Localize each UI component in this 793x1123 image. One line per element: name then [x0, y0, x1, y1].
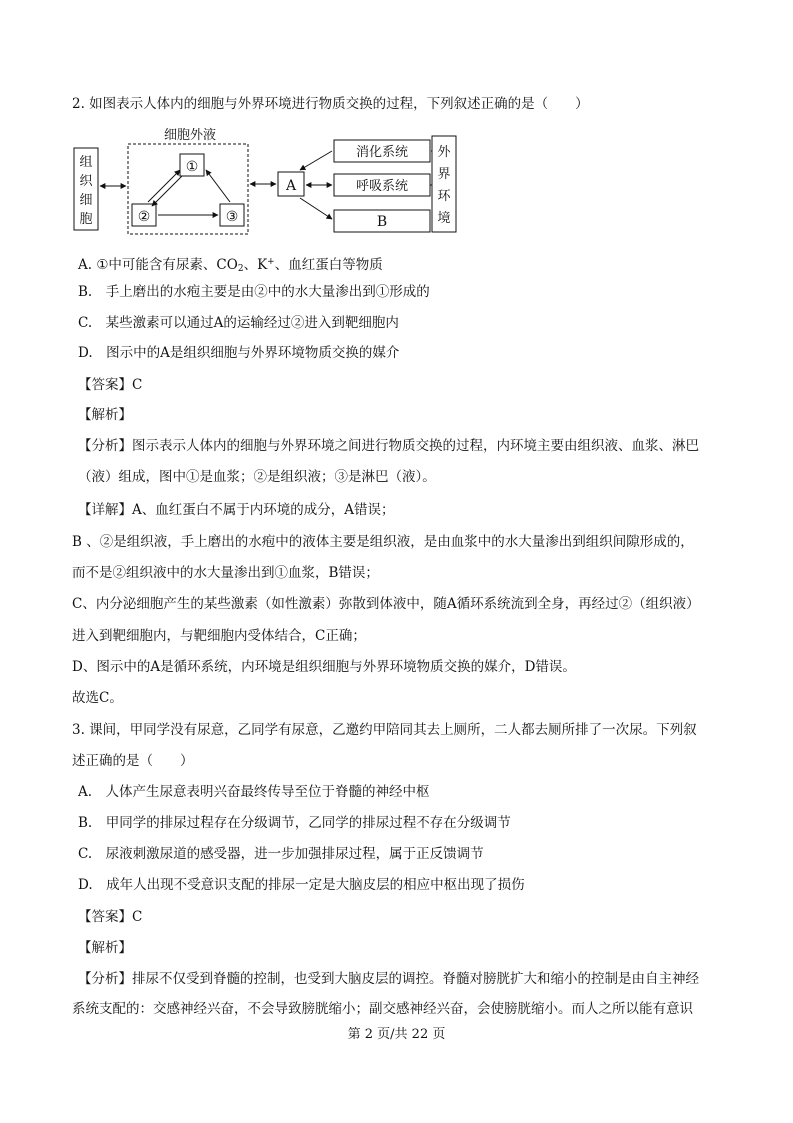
q3-stem-line: 述正确的是（ ）	[72, 753, 194, 769]
node-b	[334, 210, 430, 232]
svg-text:呼吸系统: 呼吸系统	[355, 179, 409, 194]
q2-option-c: C. 某些激素可以通过A的运输经过②进入到靶细胞内	[78, 315, 399, 331]
tissue-cell-char: 胞	[79, 212, 93, 227]
q3-option-a: A. 人体产生尿意表明兴奋最终传导至位于脊髓的神经中枢	[78, 784, 430, 800]
q3-stem-line: 3. 课间，甲同学没有尿意，乙同学有尿意，乙邀约甲陪同其去上厕所，二人都去厕所排了一次尿。下列叙	[72, 722, 697, 738]
q2-fenxi-line: 【分析】图示表示人体内的细胞与外界环境之间进行物质交换的过程，内环境主要由组织液、血浆、淋巴	[78, 438, 699, 454]
external-char: 境	[437, 211, 451, 226]
svg-text:A: A	[285, 178, 297, 194]
external-char: 环	[437, 189, 451, 204]
q3-option-c: C. 尿液刺激尿道的感受器，进一步加强排尿过程，属于正反馈调节	[78, 846, 484, 862]
svg-text:①: ①	[185, 159, 199, 175]
q2-stem: 2. 如图表示人体内的细胞与外界环境进行物质交换的过程，下列叙述正确的是（ ）	[72, 96, 589, 112]
external-environment-box	[432, 136, 456, 232]
q2-conclusion: 故选C。	[72, 690, 123, 706]
node-plasma	[180, 154, 204, 176]
digestive-system-box	[334, 140, 430, 162]
q2-detail-line: 而不是②组织液中的水大量渗出到①血浆，B错误；	[72, 565, 379, 581]
q2-detail-line: C、内分泌细胞产生的某些激素（如性激素）弥散到体液中，随A循环系统流到全身，再经过②（组织液）	[72, 596, 700, 612]
arrow-digestive-to-a	[300, 151, 332, 170]
q3-analysis-title: 【解析】	[78, 940, 132, 956]
q2-fenxi-line: （液）组成，图中①是血浆；②是组织液；③是淋巴（液）。	[78, 469, 436, 485]
q3-option-b: B. 甲同学的排尿过程存在分级调节，乙同学的排尿过程不存在分级调节	[78, 815, 511, 831]
svg-text:B: B	[376, 214, 388, 230]
body-fluid-exchange-diagram	[72, 124, 472, 240]
q3-option-d: D. 成年人出现不受意识支配的排尿一定是大脑皮层的相应中枢出现了损伤	[78, 877, 525, 893]
tissue-cell-char: 细	[79, 193, 93, 208]
q2-detail-line: D、图示中的A是循环系统，内环境是组织细胞与外界环境物质交换的媒介，D错误。	[72, 659, 576, 675]
q3-fenxi-line: 系统支配的：交感神经兴奋，不会导致膀胱缩小；副交感神经兴奋，会使膀胱缩小。而人之所以能有意识	[72, 1001, 693, 1017]
q2-option-d: D. 图示中的A是组织细胞与外界环境物质交换的媒介	[78, 345, 400, 361]
external-char: 外	[437, 145, 451, 160]
respiratory-system-box	[334, 174, 430, 196]
q3-answer: 【答案】C	[78, 909, 143, 925]
extracellular-fluid-label: 细胞外液	[163, 128, 217, 143]
q2-option-b: B. 手上磨出的水疱主要是由②中的水大量渗出到①形成的	[78, 284, 430, 300]
tissue-cell-char: 组	[79, 155, 93, 170]
arrow-3-to-1	[206, 170, 230, 202]
arrow-1-to-2	[152, 176, 182, 206]
q2-answer: 【答案】C	[78, 377, 143, 393]
node-a	[278, 172, 304, 196]
svg-text:②: ②	[137, 209, 151, 225]
external-char: 界	[437, 167, 451, 182]
q3-fenxi-line: 【分析】排尿不仅受到脊髓的控制，也受到大脑皮层的调控。脊髓对膀胱扩大和缩小的控制是由自主神经	[78, 971, 699, 987]
page-footer: 第 2 页/共 22 页	[347, 1027, 446, 1042]
arrow-a-to-b	[300, 198, 332, 219]
arrow-2-to-1	[148, 170, 180, 202]
q2-detail-line: 【详解】A、血红蛋白不属于内环境的成分，A错误；	[78, 502, 395, 518]
q2-option-a: A. ①中可能含有尿素、$CO_2$、K+、血红蛋白等物质	[78, 257, 383, 274]
svg-text:消化系统: 消化系统	[355, 145, 409, 160]
q2-detail-line: 进入到靶细胞内，与靶细胞内受体结合，C正确；	[72, 628, 366, 644]
tissue-cell-char: 织	[79, 174, 93, 189]
node-tissue-fluid	[132, 204, 156, 226]
q2-analysis-title: 【解析】	[78, 407, 132, 423]
node-lymph	[220, 204, 244, 226]
q2-detail-line: B 、②是组织液，手上磨出的水疱中的液体主要是组织液，是由血浆中的水大量渗出到组织间隙形成的，	[72, 534, 694, 550]
svg-text:③: ③	[225, 209, 239, 225]
tissue-cell-box	[74, 148, 98, 230]
